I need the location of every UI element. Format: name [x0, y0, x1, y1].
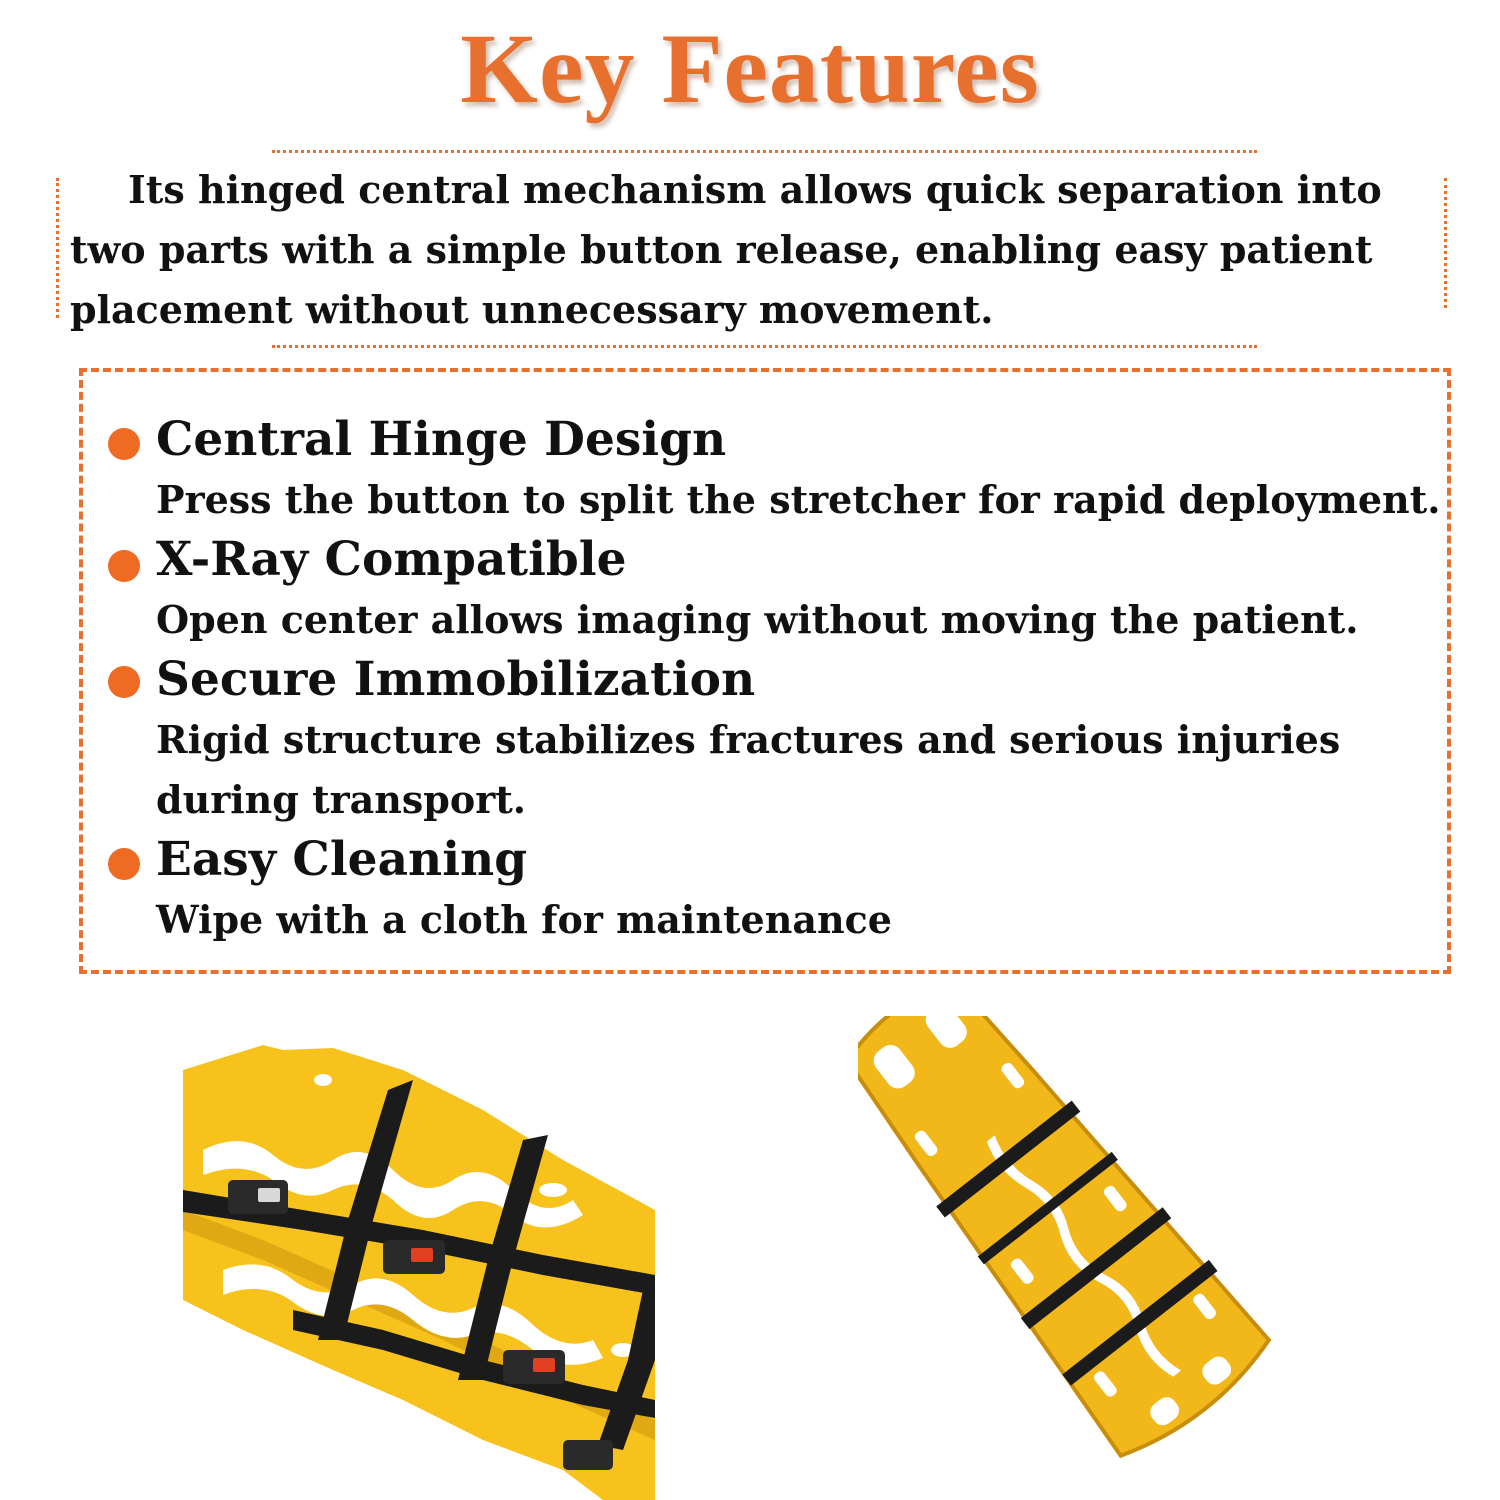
feature-title: Central Hinge Design — [156, 412, 727, 467]
intro-paragraph: Its hinged central mechanism allows quick separation into two parts with a simple button release, enabling easy patient placement without unnecessary movement. — [70, 167, 1382, 332]
bullet-icon — [108, 428, 140, 460]
features-box — [79, 368, 1451, 974]
feature-title: Easy Cleaning — [156, 832, 528, 887]
feature-description: Open center allows imaging without moving the patient. — [156, 597, 1359, 642]
intro-divider-left — [56, 178, 59, 318]
feature-description: Wipe with a cloth for maintenance — [156, 897, 892, 942]
bullet-icon — [108, 550, 140, 582]
feature-description: Press the button to split the stretcher for rapid deployment. — [156, 477, 1441, 522]
stretcher-full-photo — [858, 1016, 1310, 1496]
feature-title: Secure Immobilization — [156, 652, 756, 707]
intro-divider-bottom — [272, 345, 1257, 348]
feature-description: Rigid structure stabilizes fractures and serious injuries during transport. — [156, 717, 1341, 822]
intro-divider-top — [272, 150, 1257, 153]
bullet-icon — [108, 848, 140, 880]
stretcher-closeup-photo — [183, 1040, 655, 1500]
bullet-icon — [108, 666, 140, 698]
page-title: Key Features — [460, 13, 1040, 124]
feature-title: X-Ray Compatible — [156, 532, 627, 587]
